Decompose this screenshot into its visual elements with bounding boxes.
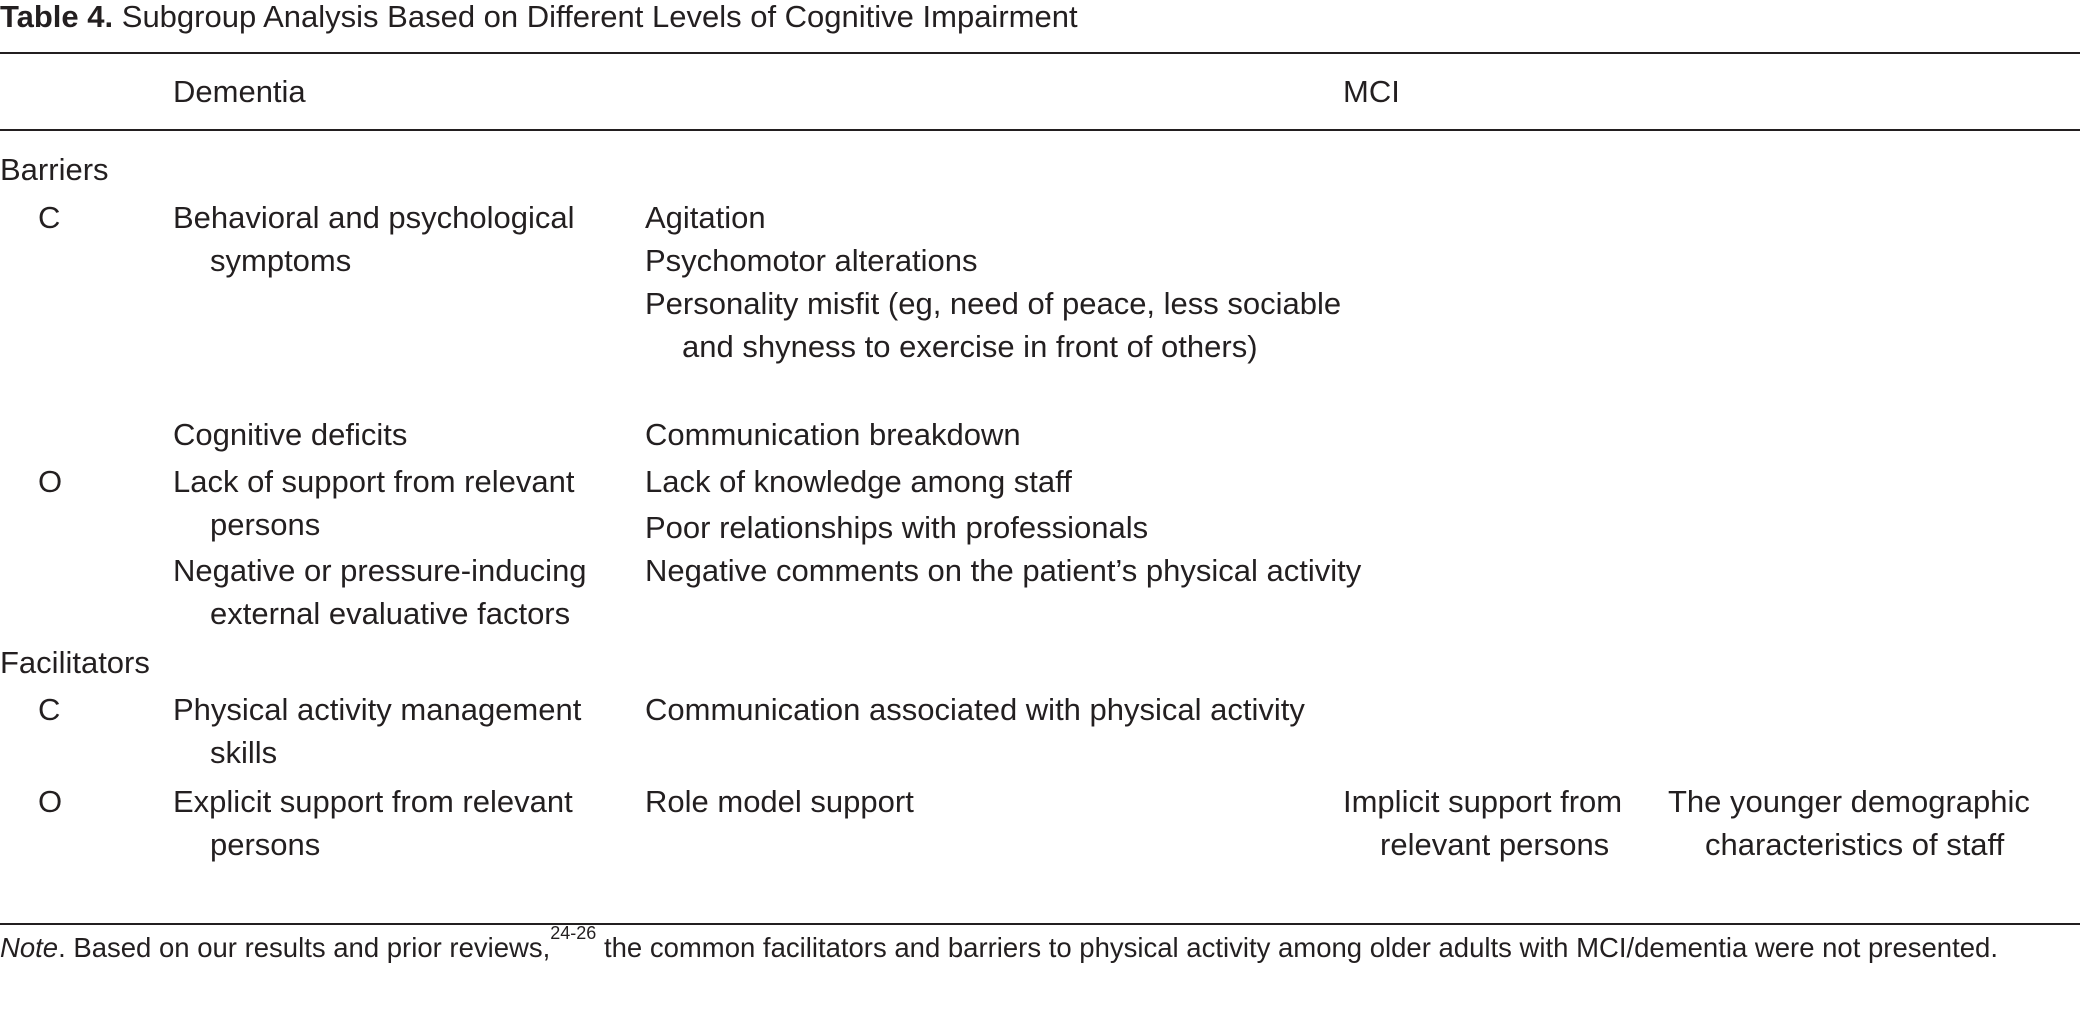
table-caption [0,0,1078,34]
note-label: Note [0,932,59,963]
item-lack-of-knowledge: Lack of knowledge among staff [645,464,1072,499]
row-code-facilitators-o: O [38,784,63,819]
header-rule [0,129,2080,131]
top-rule [0,52,2080,54]
column-header-mci: MCI [1343,74,1400,109]
theme-cognitive-deficits: Cognitive deficits [173,417,408,452]
theme-activity-management-skills: Physical activity management skills [173,692,582,770]
item-agitation: Agitation [645,200,766,235]
theme-behavioral-symptoms: Behavioral and psychological symptoms [173,200,575,278]
bottom-rule [0,923,2080,925]
mci-item-younger-staff: The younger demographic characteristics of staff [1668,784,2030,862]
item-poor-relationships: Poor relationships with professionals [645,510,1149,545]
row-code-barriers-o: O [38,464,63,499]
theme-explicit-support: Explicit support from relevant persons [173,784,573,862]
table-title: Subgroup Analysis Based on Different Levels of Cognitive Impairment [121,0,1078,34]
note-references: 24-26 [550,923,597,943]
item-communication-breakdown: Communication breakdown [645,417,1021,452]
mci-theme-implicit-support: Implicit support from relevant persons [1343,784,1623,862]
theme-negative-evaluative-factors: Negative or pressure-inducing external evaluative factors [173,553,587,631]
section-label-facilitators: Facilitators [0,645,150,680]
table-label: Table 4. [0,0,114,34]
item-communication-physical-activity: Communication associated with physical activity [645,692,1305,727]
item-personality-misfit: Personality misfit (eg, need of peace, less sociable and shyness to exercise in front of others) [645,286,1342,364]
row-code-barriers-c: C [38,200,61,235]
item-role-model-support: Role model support [645,784,914,819]
table-note [0,923,2080,969]
row-code-facilitators-c: C [38,692,61,727]
note-text-before: . Based on our results and prior reviews, [58,932,551,963]
item-negative-comments: Negative comments on the patient’s physical activity [645,553,1362,588]
note-text-after: the common facilitators and barriers to physical activity among older adults with MCI/dementia were not presented. [596,932,1998,963]
item-psychomotor-alterations: Psychomotor alterations [645,243,978,278]
section-label-barriers: Barriers [0,152,109,187]
theme-lack-of-support: Lack of support from relevant persons [173,464,575,542]
column-header-dementia: Dementia [173,74,306,109]
